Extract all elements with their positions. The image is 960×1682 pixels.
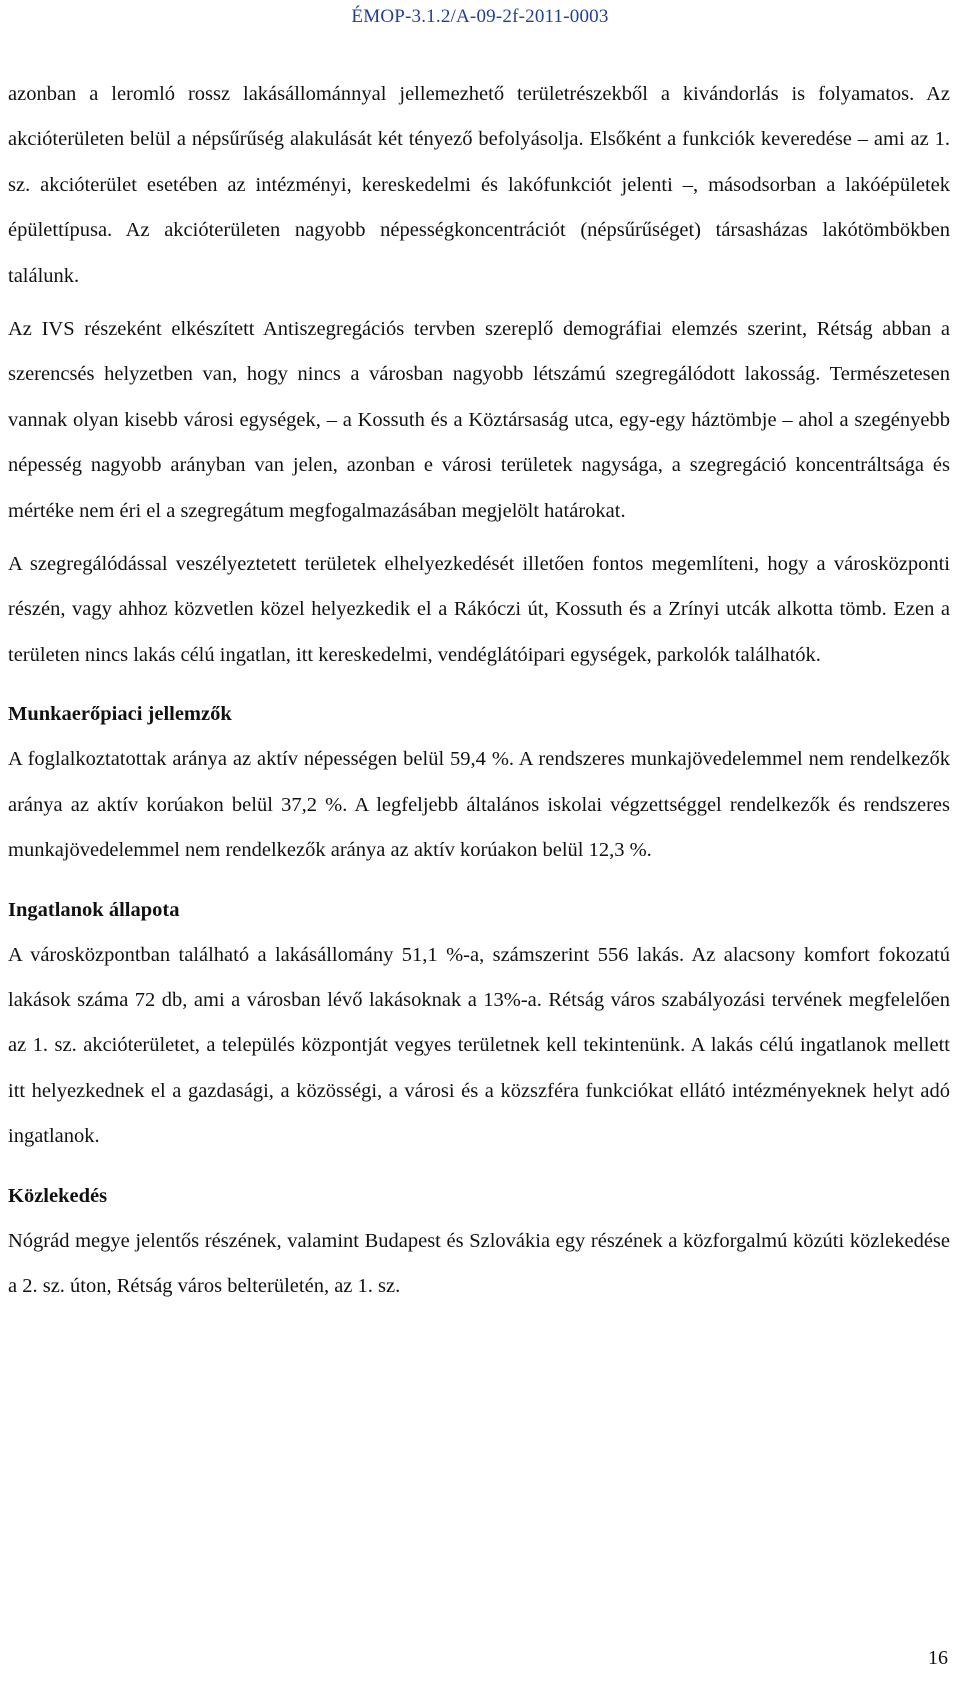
paragraph-demographics-intro: azonban a leromló rossz lakásállománnyal jellemezhető területrészekből a kivándorlás is folyamatos. Az akcióterületen belül a népsűrűség alakulását két tényező befolyásolja. Elsőként a funkciók keveredése – ami az 1. sz. akcióterület esetében az intézményi, kereskedelmi és lakófunkciót jelenti –, másodsorban a lakóépületek épülettípusa. Az akcióterületen nagyobb népességkoncentrációt (népsűrűséget) társasházas lakótömbökben találunk. bbox=[8, 83, 950, 287]
section-heading-labour-market: Munkaerőpiaci jellemzők bbox=[8, 703, 232, 726]
section-heading-transport: Közlekedés bbox=[8, 1184, 108, 1207]
paragraph-antisegregation: Az IVS részeként elkészített Antiszegregációs tervben szereplő demográfiai elemzés szerint, Rétság abban a szerencsés helyzetben van, hogy nincs a városban nagyobb létszámú szegregálódott lakosság. Természetesen vannak olyan kisebb városi egységek, – a Kossuth és a Köztársaság utca, egy-egy háztömbje – ahol a szegényebb népesség nagyobb arányban van jelen, azonban e városi területek nagysága, a szegregáció koncentráltsága és mértéke nem éri el a szegregátum megfogalmazásában megjelölt határokat. bbox=[8, 318, 950, 522]
paragraph-property-condition: A városközpontban található a lakásállomány 51,1 %-a, számszerint 556 lakás. Az alacsony komfort fokozatú lakások száma 72 db, ami a városban lévő lakásoknak a 13%-a. Rétság város szabályozási tervének megfelelően az 1. sz. akcióterületet, a település központját vegyes területnek kell tekintenünk. A lakás célú ingatlanok mellett itt helyezkednek el a gazdasági, a közösségi, a városi és a közszféra funkciókat ellátó intézményeknek helyt adó ingatlanok. bbox=[8, 943, 950, 1148]
paragraph-transport: Nógrád megye jelentős részének, valamint Budapest és Szlovákia egy részének a közforgalmú közúti közlekedése a 2. sz. úton, Rétság város belterületén, az 1. sz. bbox=[8, 1229, 950, 1297]
section-heading-property-condition: Ingatlanok állapota bbox=[8, 898, 180, 921]
page-number: 16 bbox=[928, 1647, 948, 1669]
page-header-project-code: ÉMOP-3.1.2/A-09-2f-2011-0003 bbox=[351, 6, 609, 27]
paragraph-endangered-areas: A szegregálódással veszélyeztetett területek elhelyezkedését illetően fontos megemlíteni, hogy a városközponti részén, vagy ahhoz közvetlen közel helyezkedik el a Rákóczi út, Kossuth és a Zrínyi utcák alkotta tömb. Ezen a területen nincs lakás célú ingatlan, itt kereskedelmi, vendéglátóipari egységek, parkolók találhatók. bbox=[8, 553, 950, 666]
paragraph-labour-market: A foglalkoztatottak aránya az aktív népességen belül 59,4 %. A rendszeres munkajövedelemmel nem rendelkezők aránya az aktív korúakon belül 37,2 %. A legfeljebb általános iskolai végzettséggel rendelkezők és rendszeres munkajövedelemmel nem rendelkezők aránya az aktív korúakon belül 12,3 %. bbox=[8, 748, 950, 862]
document-body bbox=[8, 72, 950, 1309]
